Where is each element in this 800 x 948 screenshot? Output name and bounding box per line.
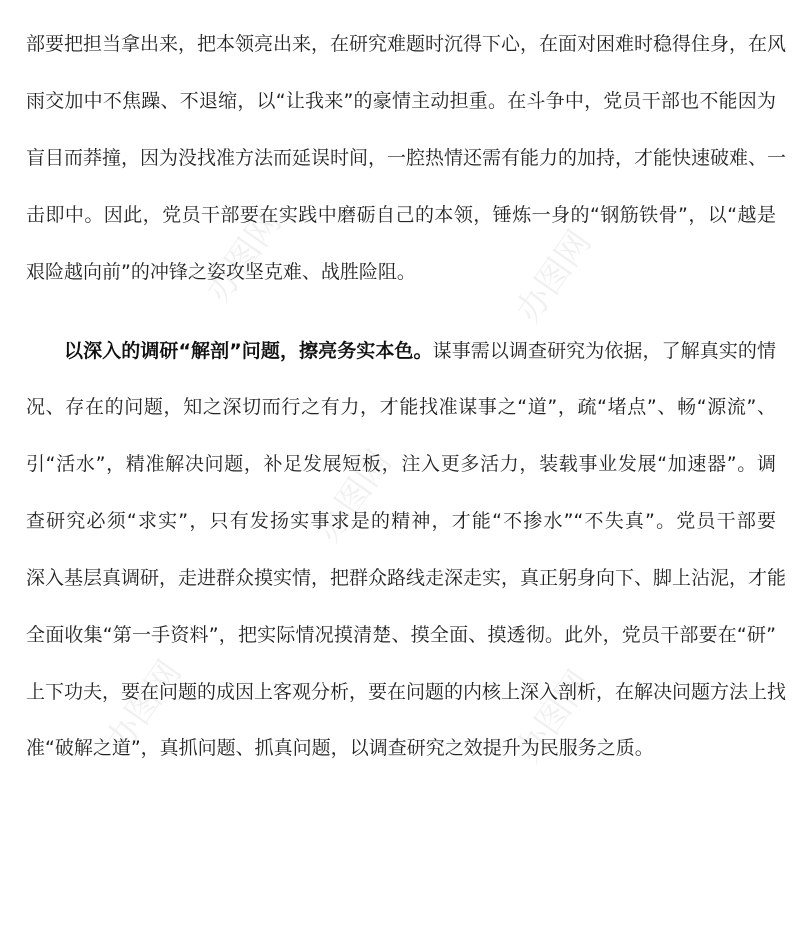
watermark-4: 办图网 bbox=[98, 653, 190, 760]
paragraph-1-line-5: 艰险越向前”的冲锋之姿攻坚克难、战胜险阻。 bbox=[26, 261, 416, 283]
paragraph-1-line-1: 部要把担当拿出来，把本领亮出来，在研究难题时沉得下心，在面对困难时稳得住身，在风 bbox=[26, 33, 787, 55]
paragraph-2-line-5: 深入基层真调研，走进群众摸实情，把群众路线走深走实，真正躬身向下、脚上沾泥，才能 bbox=[26, 567, 787, 589]
watermark-1: 办图网 bbox=[198, 203, 290, 310]
watermark-2: 办图网 bbox=[508, 223, 600, 330]
watermark-5: 办图网 bbox=[508, 663, 600, 770]
paragraph-2-line-1 bbox=[64, 331, 776, 371]
paragraph-1-line-4: 击即中。因此，党员干部要在实践中磨砺自己的本领，锤炼一身的“钢筋铁骨”，以“越是 bbox=[26, 204, 776, 226]
paragraph-1-line-2: 雨交加中不焦躁、不退缩，以“让我来”的豪情主动担重。在斗争中，党员干部也不能因为 bbox=[26, 90, 776, 112]
paragraph-1-line-3: 盲目而莽撞，因为没找准方法而延误时间，一腔热情还需有能力的加持，才能快速破难、一 bbox=[26, 147, 787, 169]
paragraph-2-heading: 以深入的调研“解剖”问题，擦亮务实本色。 bbox=[64, 340, 433, 362]
paragraph-2-line-3: 引“活水”，精准解决问题，补足发展短板，注入更多活力，装载事业发展“加速器”。调 bbox=[26, 453, 776, 475]
paragraph-2-line-7: 上下功夫，要在问题的成因上客观分析，要在问题的内核上深入剖析，在解决问题方法上找 bbox=[26, 681, 787, 703]
watermark-3: 办图网 bbox=[308, 443, 400, 550]
paragraph-2-line-1-text: 谋事需以调查研究为依据，了解真实的情 bbox=[432, 340, 776, 362]
paragraph-2-line-2: 况、存在的问题，知之深切而行之有力，才能找准谋事之“道”，疏“堵点”、畅“源流”、 bbox=[26, 396, 776, 418]
paragraph-2-line-8: 准“破解之道”，真抓问题、抓真问题，以调查研究之效提升为民服务之质。 bbox=[26, 737, 654, 759]
paragraph-2-line-6: 全面收集“第一手资料”，把实际情况摸清楚、摸全面、摸透彻。此外，党员干部要在“研” bbox=[26, 624, 776, 646]
paragraph-2-line-4: 查研究必须“求实”，只有发扬实事求是的精神，才能“不掺水”“不失真”。党员干部要 bbox=[26, 510, 776, 532]
